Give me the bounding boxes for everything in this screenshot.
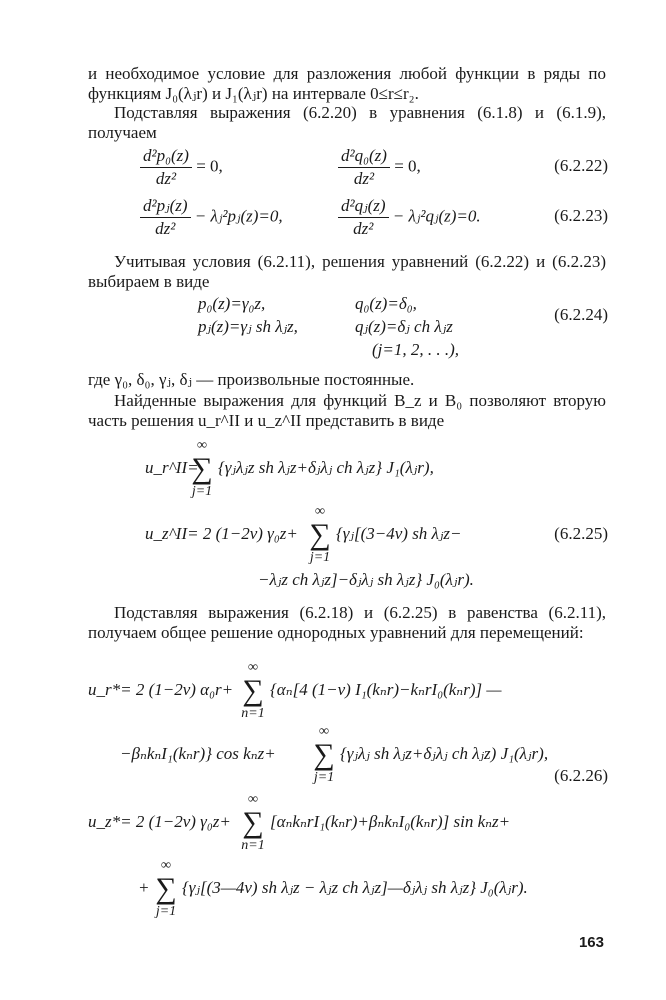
equation-6-2-22-q: [338, 146, 421, 189]
equation-6-2-25-uz-lhs: u_z^II= 2 (1−2ν) γ₀z+: [145, 524, 298, 543]
sigma-icon: ∑: [242, 806, 264, 839]
page-number: 163: [578, 934, 604, 951]
equation-6-2-26-ur-cont1: −βₙkₙI₁(kₙr)} cos kₙz+: [120, 744, 276, 763]
lower-limit: j=1: [191, 484, 213, 499]
paragraph-1: и необходимое условие для разложения любой функции в ряды по функциям J₀(λⱼr) и J₁(λⱼr) на интервале 0≤r≤r₂.: [88, 64, 606, 103]
equation-6-2-23: [140, 196, 283, 239]
upper-limit: ∞: [319, 724, 329, 739]
lower-limit: j=1: [155, 904, 177, 919]
sigma-icon: ∑: [155, 872, 177, 905]
upper-limit: ∞: [248, 660, 258, 675]
fraction-numerator: d²q₀(z): [338, 146, 390, 168]
equation-6-2-25-uz-body: {γⱼ[(3−4ν) sh λⱼz−: [336, 524, 462, 543]
equation-6-2-22: [140, 146, 223, 189]
paragraph-5: Найденные выражения для функций B_z и B₀ позволяют вторую часть решения u_r^II и u_z^II представить в виде: [88, 391, 606, 430]
equation-6-2-25-ur-body: {γⱼλⱼz sh λⱼz+δⱼλⱼ ch λⱼz} J₁(λⱼr),: [218, 458, 434, 477]
equation-label: (6.2.25): [554, 524, 608, 543]
lower-limit: n=1: [241, 838, 265, 853]
upper-limit: ∞: [248, 792, 258, 807]
summation-j: [190, 438, 214, 500]
equation-rhs: − λⱼ²qⱼ(z)=0.: [392, 206, 481, 226]
equation-label: (6.2.26): [554, 766, 608, 785]
fraction-numerator: d²pⱼ(z): [140, 196, 191, 218]
equation-6-2-26-uz-plus: +: [138, 878, 150, 897]
equation-rhs: = 0,: [394, 156, 421, 176]
equation-6-2-26-ur-lhs: u_r*= 2 (1−2ν) α₀r+: [88, 680, 234, 699]
equation-6-2-24-line2b: qⱼ(z)=δⱼ ch λⱼz: [355, 317, 453, 336]
lower-limit: j=1: [313, 770, 335, 785]
fraction-denominator: dz²: [353, 169, 375, 188]
summation-j: [154, 858, 178, 920]
equation-6-2-26-ur-body: {αₙ[4 (1−ν) I₁(kₙr)−kₙrI₀(kₙr)] —: [270, 680, 502, 699]
equation-6-2-23-q: [338, 196, 481, 239]
summation-n: [240, 660, 266, 722]
sigma-icon: ∑: [309, 518, 331, 551]
lower-limit: j=1: [309, 550, 331, 565]
summation-n: [240, 792, 266, 854]
upper-limit: ∞: [315, 504, 325, 519]
equation-6-2-26-ur-cont2: {γⱼλⱼ sh λⱼz+δⱼλⱼ ch λⱼz) J₁(λⱼr),: [340, 744, 549, 763]
sigma-icon: ∑: [242, 674, 264, 707]
upper-limit: ∞: [161, 858, 171, 873]
summation-j: [312, 724, 336, 786]
paragraph-6: Подставляя выражения (6.2.18) и (6.2.25) в равенства (6.2.11), получаем общее решение однородных уравнений для перемещений:: [88, 603, 606, 642]
equation-6-2-26-uz-lhs: u_z*= 2 (1−2ν) γ₀z+: [88, 812, 231, 831]
paragraph-4: где γ₀, δ₀, γⱼ, δⱼ — произвольные постоянные.: [88, 370, 415, 389]
equation-rhs: = 0,: [196, 156, 223, 176]
equation-6-2-24-line2a: pⱼ(z)=γⱼ sh λⱼz,: [198, 317, 298, 336]
upper-limit: ∞: [197, 438, 207, 453]
equation-6-2-25-continuation: −λⱼz ch λⱼz]−δⱼλⱼ sh λⱼz} J₀(λⱼr).: [258, 570, 474, 589]
sigma-icon: ∑: [313, 738, 335, 771]
equation-label: (6.2.24): [554, 305, 608, 324]
paragraph-3: Учитывая условия (6.2.11), решения уравнений (6.2.22) и (6.2.23) выбираем в виде: [88, 252, 606, 291]
equation-rhs: − λⱼ²pⱼ(z)=0,: [194, 206, 283, 226]
equation-6-2-24-line3: (j=1, 2, . . .),: [372, 340, 460, 359]
equation-6-2-26-uz-body: [αₙkₙrI₁(kₙr)+βₙkₙI₀(kₙr)] sin kₙz+: [270, 812, 511, 831]
equation-label: (6.2.23): [554, 206, 608, 225]
paragraph-2: Подставляя выражения (6.2.20) в уравнения (6.1.8) и (6.1.9), получаем: [88, 103, 606, 142]
fraction-denominator: dz²: [155, 169, 177, 188]
equation-label: (6.2.22): [554, 156, 608, 175]
equation-6-2-25-ur-lhs: u_r^II=: [145, 458, 199, 477]
equation-6-2-24-line1a: p₀(z)=γ₀z,: [198, 294, 266, 313]
fraction-numerator: d²qⱼ(z): [338, 196, 389, 218]
equation-6-2-24-line1b: q₀(z)=δ₀,: [355, 294, 417, 313]
fraction-numerator: d²p₀(z): [140, 146, 192, 168]
fraction-denominator: dz²: [353, 219, 374, 238]
summation-j: [308, 504, 332, 566]
lower-limit: n=1: [241, 706, 265, 721]
equation-6-2-26-uz-cont: {γⱼ[(3—4ν) sh λⱼz − λⱼz ch λⱼz]—δⱼλⱼ sh λⱼz} J₀(λⱼr).: [182, 878, 528, 897]
sigma-icon: ∑: [191, 452, 213, 485]
fraction-denominator: dz²: [155, 219, 176, 238]
